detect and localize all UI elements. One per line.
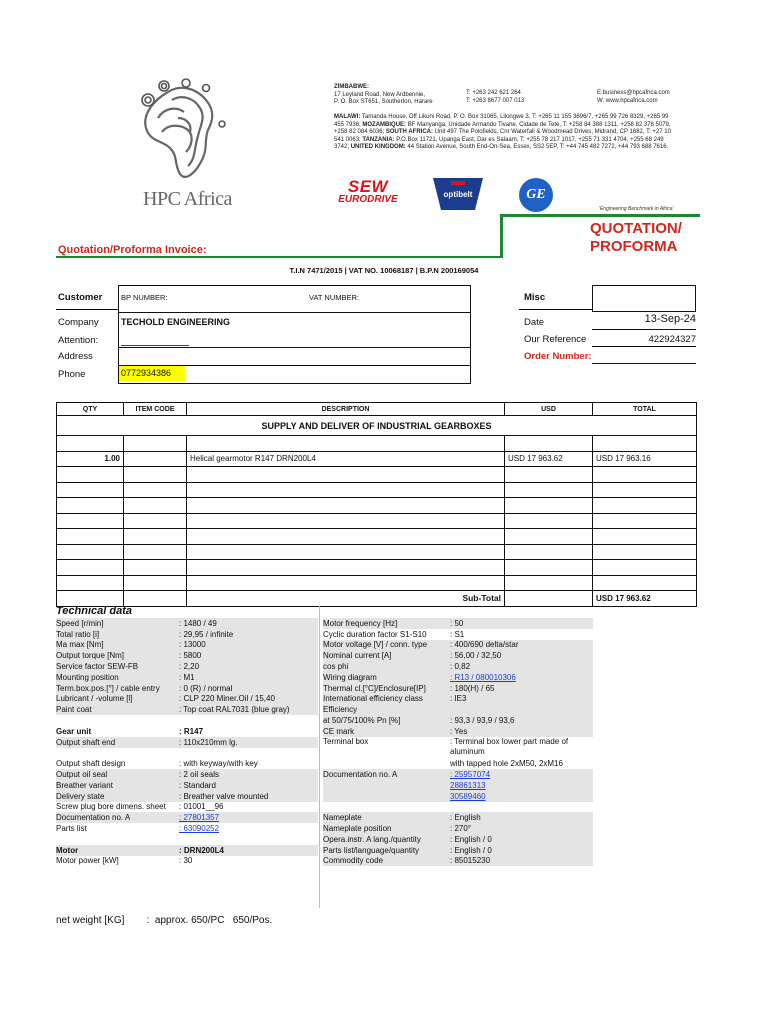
tech-value: : 85015230 xyxy=(450,856,491,866)
date-label: Date xyxy=(524,317,545,328)
tech-value: : IE3 xyxy=(450,694,467,704)
tech-row xyxy=(56,650,318,661)
tech-row xyxy=(56,769,318,780)
tech-key: Speed [r/min] xyxy=(56,618,104,628)
tech-row xyxy=(323,640,593,651)
tech-link[interactable]: 30589460 xyxy=(450,791,486,801)
tech-key: International efficiency class xyxy=(323,694,423,704)
tech-key: Wiring diagram xyxy=(323,672,377,682)
address-line: ZIMBABWE: xyxy=(334,84,369,90)
tech-value: : 270° xyxy=(450,824,471,834)
tech-key: Parts list xyxy=(56,824,87,834)
title-line: PROFORMA xyxy=(590,238,678,255)
address-zimbabwe xyxy=(334,84,474,107)
table-row xyxy=(57,498,697,514)
tech-row xyxy=(56,823,318,834)
divider xyxy=(56,256,503,258)
tech-row xyxy=(56,845,318,856)
tech-key: Motor frequency [Hz] xyxy=(323,618,398,628)
divider xyxy=(500,214,700,217)
tech-key: Cyclic duration factor S1-S10 xyxy=(323,629,427,639)
tech-key: Output shaft design xyxy=(56,759,126,769)
tech-row xyxy=(323,683,593,694)
tech-value: : 50 xyxy=(450,618,464,628)
tech-row xyxy=(56,812,318,823)
tech-key: Output torque [Nm] xyxy=(56,651,125,661)
tech-row xyxy=(56,834,318,845)
tech-row xyxy=(56,856,318,867)
items-table xyxy=(56,402,697,607)
tech-value: : English / 0 xyxy=(450,845,492,855)
tech-key: cos phi xyxy=(323,662,349,672)
tech-key: Screw plug bore dimens. sheet xyxy=(56,802,166,812)
divider xyxy=(56,309,118,310)
tech-value: : English xyxy=(450,813,481,823)
sew-logo-text: SEW xyxy=(347,177,389,196)
tech-key: Motor xyxy=(56,845,79,855)
logo-wordmark: HPC Africa xyxy=(143,188,232,210)
tech-row xyxy=(323,715,593,726)
line-item-code[interactable] xyxy=(124,451,187,467)
ge-logo: GE xyxy=(519,178,553,212)
tech-value: : English / 0 xyxy=(450,834,492,844)
bp-number-label: BP NUMBER: xyxy=(121,293,168,302)
divider xyxy=(118,312,471,313)
date-value[interactable]: 13-Sep-24 xyxy=(644,313,696,325)
tech-value: : Yes xyxy=(450,726,468,736)
tech-value: : M1 xyxy=(179,672,195,682)
tech-row xyxy=(56,758,318,769)
tech-row xyxy=(56,629,318,640)
tech-value: : 2,20 xyxy=(179,662,200,672)
tech-value: : Breather valve mounted xyxy=(179,791,269,801)
tech-key: Output shaft end xyxy=(56,737,116,747)
divider xyxy=(319,606,320,908)
tech-key: Delivery state xyxy=(56,791,105,801)
divider xyxy=(592,329,696,330)
tech-value: : 5800 xyxy=(179,651,202,661)
tagline: 'Engineering Benchmark in Africa' xyxy=(599,206,674,212)
tech-row xyxy=(323,672,593,683)
tech-value: : DRN200L4 xyxy=(179,845,224,855)
header-qty: QTY xyxy=(57,403,124,416)
tech-key: Nominal current [A] xyxy=(323,651,392,661)
header-description: DESCRIPTION xyxy=(187,403,505,416)
table-header-row xyxy=(57,403,697,416)
phone-line: T: +263 8677 007 013 xyxy=(466,97,525,104)
phone-numbers xyxy=(466,90,576,105)
tech-key: Output oil seal xyxy=(56,770,108,780)
misc-box xyxy=(592,285,696,312)
tech-row xyxy=(323,618,593,629)
order-number-field[interactable] xyxy=(592,363,696,364)
tech-value: : with keyway/with key xyxy=(179,759,258,769)
tech-value: : R147 xyxy=(179,726,204,736)
tech-key: Opera.instr. A lang./quantity xyxy=(323,834,421,844)
tax-registration-line: T.I.N 7471/2015 | VAT NO. 10068187 | B.P.N 200169054 xyxy=(289,266,479,275)
tech-key: Motor power [kW] xyxy=(56,856,119,866)
optibelt-logo xyxy=(431,176,485,212)
phone-label: Phone xyxy=(58,369,86,380)
tech-row xyxy=(323,823,593,834)
attention-field[interactable] xyxy=(121,345,189,346)
tech-value: : 0 (R) / normal xyxy=(179,683,233,693)
table-row xyxy=(57,544,697,560)
optibelt-logo-text: optibelt xyxy=(443,190,473,199)
tech-key: Breather variant xyxy=(56,780,113,790)
net-weight: net weight [KG] : approx. 650/PC 650/Pos. xyxy=(56,915,273,926)
tech-value: with tapped hole 2xM50, 2xM16 xyxy=(450,759,563,769)
technical-data-title: Technical data xyxy=(56,605,133,617)
tech-key: Efficiency xyxy=(323,705,358,715)
tech-row xyxy=(323,791,593,802)
tech-key: Service factor SEW-FB xyxy=(56,662,139,672)
line-total[interactable]: USD 17 963.16 xyxy=(593,451,697,467)
misc-section-label: Misc xyxy=(524,292,546,303)
tech-row xyxy=(323,650,593,661)
table-row xyxy=(57,467,697,483)
sew-eurodrive-logo xyxy=(334,178,402,208)
tech-value: : 400/690 delta/star xyxy=(450,640,519,650)
reference-label: Our Reference xyxy=(524,334,587,345)
tech-key: at 50/75/100% Pn [%] xyxy=(323,716,401,726)
tech-row xyxy=(323,758,593,769)
technical-data-left xyxy=(56,618,318,866)
tech-row xyxy=(56,748,318,759)
tech-key: Term.box.pos.[°] / cable entry xyxy=(56,683,160,693)
line-qty[interactable]: 1.00 xyxy=(57,451,124,467)
tech-value: : Top coat RAL7031 (blue gray) xyxy=(179,705,290,715)
tech-link[interactable]: 28861313 xyxy=(450,780,486,790)
tech-link[interactable]: : 25957074 xyxy=(450,770,491,780)
tech-row xyxy=(323,845,593,856)
tech-key: Documentation no. A xyxy=(56,813,131,823)
tech-row xyxy=(323,780,593,791)
tech-link[interactable]: : 63090252 xyxy=(179,824,220,834)
sew-logo-subtext: EURODRIVE xyxy=(338,194,398,205)
tech-row xyxy=(56,726,318,737)
tech-link[interactable]: : R13 / 080010306 xyxy=(450,672,516,682)
tech-row xyxy=(56,694,318,705)
tech-row xyxy=(323,856,593,867)
tech-value: : 1480 / 49 xyxy=(179,618,217,628)
table-row xyxy=(57,482,697,498)
tech-row xyxy=(56,780,318,791)
tech-value: : 110x210mm lg. xyxy=(179,737,238,747)
tech-key: Commodity code xyxy=(323,856,384,866)
tech-key: CE mark xyxy=(323,726,355,736)
tech-row xyxy=(323,629,593,640)
tech-row xyxy=(56,737,318,748)
tech-value: : 01001__96 xyxy=(179,802,224,812)
company-label: Company xyxy=(58,317,99,328)
tech-value: : 13000 xyxy=(179,640,206,650)
tech-row xyxy=(56,683,318,694)
tech-row xyxy=(323,694,593,705)
document-title xyxy=(590,220,700,256)
tech-value: : 93,3 / 93,9 / 93,6 xyxy=(450,716,515,726)
address-line: P. O. Box ST651, Southerton, Harare xyxy=(334,99,433,106)
header-usd: USD xyxy=(505,403,593,416)
tech-value: : 2 oil seals xyxy=(179,770,220,780)
email-line[interactable]: E:business@hpcafrica.com xyxy=(597,90,670,96)
tech-row xyxy=(56,802,318,813)
technical-data-right xyxy=(323,618,593,866)
table-row xyxy=(57,560,697,576)
tech-key: Paint coat xyxy=(56,705,92,715)
address-line: 17 Leyland Road, New Ardbennie, xyxy=(334,91,426,98)
order-number-label: Order Number: xyxy=(524,351,592,362)
tech-value: : 0,82 xyxy=(450,662,471,672)
tech-value: : Terminal box lower part made of aluminum xyxy=(450,736,569,756)
section-row xyxy=(57,416,697,436)
tech-row xyxy=(56,618,318,629)
divider xyxy=(500,214,503,258)
tech-row xyxy=(56,704,318,715)
tech-value: : 56,00 / 32,50 xyxy=(450,651,502,661)
tech-key: Nameplate position xyxy=(323,824,392,834)
tech-key: Motor voltage [V] / conn. type xyxy=(323,640,428,650)
tech-key: Gear unit xyxy=(56,726,92,736)
tech-row xyxy=(323,769,593,780)
header-item-code: ITEM CODE xyxy=(124,403,187,416)
tech-row xyxy=(323,726,593,737)
customer-section-label: Customer xyxy=(58,292,103,303)
website-line[interactable]: W: www.hpcafrica.com xyxy=(597,97,658,104)
tech-value: : 29,95 / infinite xyxy=(179,629,234,639)
vat-number-label: VAT NUMBER: xyxy=(309,293,360,302)
table-row[interactable] xyxy=(57,451,697,467)
tech-key: Terminal box xyxy=(323,736,369,746)
divider xyxy=(118,347,471,348)
tech-row xyxy=(323,812,593,823)
table-row xyxy=(57,529,697,545)
attention-label: Attention: xyxy=(58,335,99,346)
tech-key: Ma max [Nm] xyxy=(56,640,104,650)
table-row xyxy=(57,513,697,529)
tech-key: Lubricant / -volume [l] xyxy=(56,694,133,704)
tech-key: Documentation no. A xyxy=(323,770,398,780)
company-value[interactable]: TECHOLD ENGINEERING xyxy=(121,317,231,327)
table-row xyxy=(57,575,697,591)
subtotal-value: USD 17 963.62 xyxy=(593,591,697,607)
section-title: SUPPLY AND DELIVER OF INDUSTRIAL GEARBOXES xyxy=(57,416,697,436)
subtotal-label: Sub-Total xyxy=(187,591,505,607)
tech-row xyxy=(56,661,318,672)
reference-value[interactable]: 422924327 xyxy=(648,334,696,345)
tech-row xyxy=(323,802,593,813)
phone-line: T: +263 242 621 264 xyxy=(466,90,521,96)
tech-value: : S1 xyxy=(450,629,465,639)
tech-key: Mounting position xyxy=(56,672,119,682)
tech-row xyxy=(323,704,593,715)
document-label: Quotation/Proforma Invoice: xyxy=(58,244,207,256)
tech-row xyxy=(323,834,593,845)
tech-key: Parts list/language/quantity xyxy=(323,845,420,855)
tech-row xyxy=(323,661,593,672)
tech-row xyxy=(56,640,318,651)
tech-row xyxy=(56,672,318,683)
tech-key: Nameplate xyxy=(323,813,362,823)
phone-value[interactable]: 0772934386 xyxy=(119,366,185,381)
address-label: Address xyxy=(58,351,93,362)
tech-row xyxy=(56,791,318,802)
tech-key: Thermal cl.[°C]/Enclosure[IP] xyxy=(323,683,426,693)
line-description[interactable]: Helical gearmotor R147 DRN200L4 xyxy=(187,451,505,467)
tech-key: Total ratio [i] xyxy=(56,629,100,639)
tech-value: : 180(H) / 65 xyxy=(450,683,495,693)
tech-row xyxy=(56,715,318,726)
hpc-africa-logo xyxy=(128,78,238,188)
line-usd[interactable]: USD 17 963.62 xyxy=(505,451,593,467)
divider xyxy=(592,346,696,347)
tech-value: : CLP 220 Miner.Oil / 15,40 xyxy=(179,694,275,704)
table-row xyxy=(57,436,697,452)
tech-value: : 30 xyxy=(179,856,193,866)
contact-info xyxy=(597,90,727,105)
tech-value: : Standard xyxy=(179,780,216,790)
tech-row xyxy=(323,737,593,759)
tech-link[interactable]: : 27801357 xyxy=(179,813,220,823)
regional-offices: MALAWI: Tamanda House, Off Likuni Road, P. O. Box 31065, Lilongwe 3, T: +265 11 155 3696/7, +265 99 726 8329, +265 99 455 7936; MOZAMBIQUE: BF Manyanga, Unidade Armando Tivane, Cidade de Tete, T: +258 84 388 1311, +258 82 378 5079, +258 82 084 6036; SOUTH AFRICA: Unit 497 The Polofields, Cnr Waterfall & Woodmead Drives, Midrand, CP 1682, T: +27 10 541 0063; TANZANIA: P.O.Box 11721, Upanga East, Dar es Salaam, T: +255 78 217 1017, +255 71 331 4704, +255 68 249 3742; UNITED KINGDOM: 44 Station Avenue, South End-On-Sea, Essex, SS2 5EP, T: +44 745 482 7272, +44 793 688 7616. xyxy=(334,114,671,151)
title-line: QUOTATION/ xyxy=(590,220,682,237)
header-total: TOTAL xyxy=(593,403,697,416)
subtotal-row xyxy=(57,591,697,607)
divider xyxy=(519,309,592,310)
